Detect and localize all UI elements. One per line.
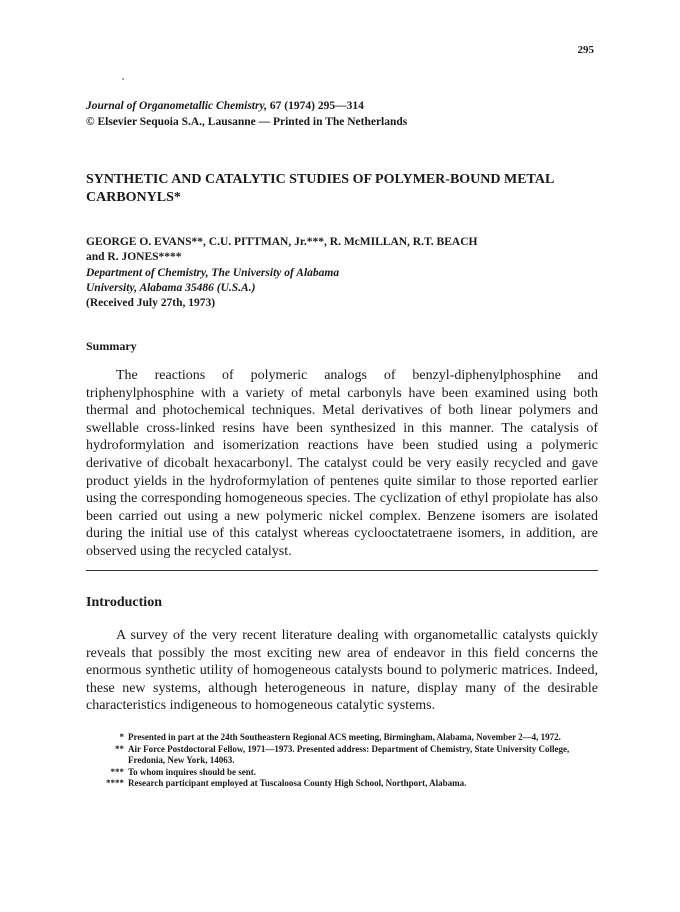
summary-heading: Summary xyxy=(86,339,137,353)
journal-citation xyxy=(86,98,407,130)
affiliation-line-2: University, Alabama 35486 (U.S.A.) xyxy=(86,282,256,294)
citation-line xyxy=(86,98,407,114)
author-list xyxy=(86,235,606,265)
publisher-line: © Elsevier Sequoia S.A., Lausanne — Printed in The Netherlands xyxy=(86,116,408,128)
paper-title: SYNTHETIC AND CATALYTIC STUDIES OF POLYMER-BOUND METAL CARBONYLS* xyxy=(86,172,554,205)
footnotes xyxy=(86,732,598,790)
journal-name: Journal of Organometallic Chemistry, xyxy=(86,100,268,112)
introduction-body xyxy=(86,627,598,715)
affiliation xyxy=(86,266,606,296)
footnote-marker: **** xyxy=(106,778,124,788)
stray-mark xyxy=(122,78,124,80)
footnote-marker: *** xyxy=(110,766,124,777)
affiliation-line-1: Department of Chemistry, The University of Alabama xyxy=(86,267,340,279)
received-date: (Received July 27th, 1973) xyxy=(86,297,216,309)
author-line-2: and R. JONES**** xyxy=(86,251,182,263)
footnote-marker: * xyxy=(119,732,124,742)
footnote xyxy=(86,744,598,767)
footnote xyxy=(86,767,598,779)
footnote xyxy=(86,778,598,790)
page-number: 295 xyxy=(577,44,594,56)
abstract-text: The reactions of polymeric analogs of benzyl-diphenylphosphine and triphenylphosphine with a variety of metal carbonyls have been examined using both thermal and photochemical techniques. Metal derivatives of both linear polymers and swellable cross-linked resins have been synthesized in this manner. The catalysis of hydroformylation and isomerization reactions have been studied using a polymeric derivative of dicobalt hexacarbonyl. The catalyst could be very easily recycled and gave product yields in the hydroformylation of pentenes quite similar to those reported earlier using the corresponding homogeneous species. The cyclization of ethyl propiolate has also been carried out using a new polymeric nickel complex. Benzene isomers are isolated during the initial use of this catalyst whereas cyclooctatetraene isomers, in addition, are observed using the recycled catalyst. xyxy=(86,368,598,559)
footnote-text: To whom inquires should be sent. xyxy=(128,766,257,777)
section-divider xyxy=(86,570,598,571)
author-line-1: GEORGE O. EVANS**, C.U. PITTMAN, Jr.***, R. McMILLAN, R.T. BEACH xyxy=(86,236,478,248)
introduction-heading: Introduction xyxy=(86,595,162,610)
introduction-text: A survey of the very recent literature dealing with organometallic catalysts quickly reveals that possibly the most exciting new area of endeavor in this field concerns the enormous synthetic utility of homogeneous catalysts bound to polymeric matrices. Indeed, these new systems, although heterogeneous in nature, display many of the desirable characteristics indigeneous to homogeneous catalytic systems. xyxy=(86,628,598,714)
footnote-text: Presented in part at the 24th Southeastern Regional ACS meeting, Birmingham, Alabama, November 2—4, 1972. xyxy=(128,732,561,742)
abstract xyxy=(86,367,598,561)
footnote-text: Air Force Postdoctoral Fellow, 1971—1973. Presented address: Department of Chemistry, State University College, Fredonia, New York, 14063. xyxy=(128,743,570,765)
footnote xyxy=(86,732,598,744)
journal-volume: 67 (1974) 295—314 xyxy=(267,100,364,112)
footnote-marker: ** xyxy=(115,743,124,754)
footnote-text: Research participant employed at Tuscaloosa County High School, Northport, Alabama. xyxy=(128,778,467,788)
